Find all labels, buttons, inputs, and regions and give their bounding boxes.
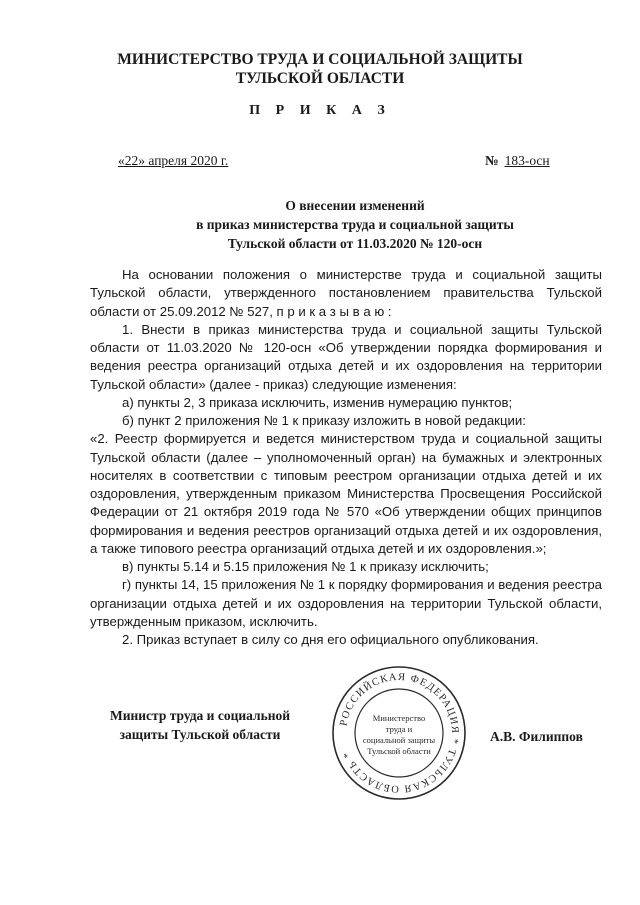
order-body [90, 266, 602, 649]
body-intro: На основании положения о министерстве труда и социальной защиты Тульской области, утвержденного постановлением правительства Тульской области от 25.09.2012 № 527, п р и к а з ы в а ю : [90, 267, 602, 319]
body-item-1a: а) пункты 2, 3 приказа исключить, изменив нумерацию пунктов; [122, 394, 513, 410]
ministry-header [0, 50, 640, 88]
ministry-line-1: МИНИСТЕРСТВО ТРУДА И СОЦИАЛЬНОЙ ЗАЩИТЫ [117, 51, 523, 68]
body-item-1b: б) пункт 2 приложения № 1 к приказу изложить в новой редакции: [122, 413, 526, 428]
order-number-label: № [485, 153, 499, 168]
seal-center-line-2: труда и [385, 724, 413, 734]
seal-center-line-4: Тульской области [367, 746, 431, 756]
signatory-position [90, 706, 310, 744]
body-item-1d: г) пункты 14, 15 приложения № 1 к порядку формирования и ведения реестра организации отдыха детей и их оздоровления на территории Тульской области, утвержденным приказом, исключить. [90, 577, 602, 629]
signatory-position-line-1: Министр труда и социальной [109, 708, 291, 723]
seal-center-line-3: социальной защиты [362, 735, 436, 745]
seal-center-line-1: Министерство [372, 713, 426, 723]
subject-line-1: О внесении изменений [285, 198, 425, 213]
ministry-line-2: ТУЛЬСКОЙ ОБЛАСТИ [235, 70, 405, 87]
seal-ring-text: РОССИЙСКАЯ ФЕДЕРАЦИЯ * ТУЛЬСКАЯ ОБЛАСТЬ * [338, 671, 461, 795]
body-item-2: 2. Приказ вступает в силу со дня его официального опубликования. [122, 632, 539, 647]
subject-line-3: Тульской области от 11.03.2020 № 120-осн [227, 236, 483, 251]
order-title: П Р И К А З [249, 103, 391, 118]
order-number [485, 153, 550, 169]
order-subject [150, 196, 560, 253]
body-item-1b-text: «2. Реестр формируется и ведется министерством труда и социальной защиты Тульской области (далее – уполномоченный орган) на бумажных и электронных носителях в соответствии с типовым реестром организации отдыха детей и их оздоровления, утвержденным приказом Министерства Просвещения Российской Федерации от 21 октября 2019 года № 570 «Об утверждении общих принципов формирования и ведения реестров организаций отдыха детей и их оздоровления, а также типового реестра организаций отдыха детей и их оздоровления.»; [90, 431, 602, 556]
signatory-name: А.В. Филиппов [490, 729, 583, 744]
order-date: «22» апреля 2020 г. [118, 153, 229, 168]
body-item-1c: в) пункты 5.14 и 5.15 приложения № 1 к приказу исключить; [122, 559, 489, 574]
subject-line-2: в приказ министерства труда и социальной защиты [196, 217, 514, 232]
order-number-value: 183-осн [504, 153, 550, 168]
body-item-1: 1. Внести в приказ министерства труда и социальной защиты Тульской области от 11.03.2020 № 120-осн «Об утверждении порядка формирования и ведения реестра организаций отдыха детей и их оздоровления на территории Тульской области» (далее - приказ) следующие изменения: [90, 321, 602, 392]
signatory-position-line-2: защиты Тульской области [119, 727, 281, 742]
official-seal [331, 665, 467, 801]
